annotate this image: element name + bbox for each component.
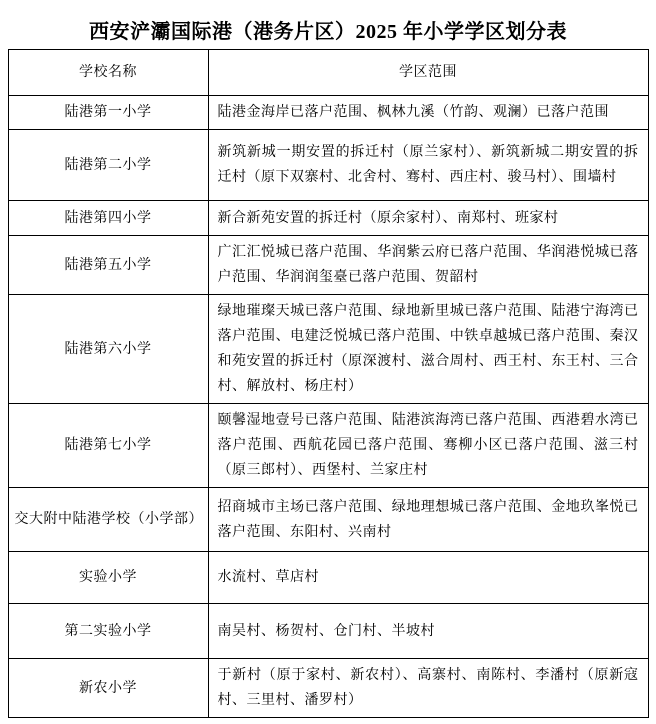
- school-district-table: [8, 49, 649, 718]
- school-name-cell: 陆港第一小学: [8, 96, 208, 130]
- district-scope-cell: 南吴村、杨贺村、仓门村、半坡村: [208, 604, 648, 659]
- table-row: [8, 552, 648, 604]
- district-scope-cell: 新筑新城一期安置的拆迁村（原兰家村）、新筑新城二期安置的拆迁村（原下双寨村、北舍村、骞村、西庄村、骏马村）、围墙村: [208, 130, 648, 201]
- school-name-cell: 交大附中陆港学校（小学部）: [8, 488, 208, 552]
- column-header-district-scope: 学区范围: [208, 50, 648, 96]
- header-row: [8, 50, 648, 96]
- school-name-cell: 陆港第六小学: [8, 295, 208, 404]
- table-row: [8, 201, 648, 236]
- table-row: [8, 295, 648, 404]
- school-name-cell: 陆港第四小学: [8, 201, 208, 236]
- table-row: [8, 130, 648, 201]
- table-row: [8, 488, 648, 552]
- district-scope-cell: 新合新苑安置的拆迁村（原余家村）、南郑村、班家村: [208, 201, 648, 236]
- district-scope-cell: 绿地璀璨天城已落户范围、绿地新里城已落户范围、陆港宁海湾已落户范围、电建泛悦城已落户范围、中铁卓越城已落户范围、秦汉和苑安置的拆迁村（原深渡村、滋合周村、西王村、东王村、三合村、解放村、杨庄村）: [208, 295, 648, 404]
- table-header: [8, 50, 648, 96]
- table-row: [8, 96, 648, 130]
- column-header-school-name: 学校名称: [8, 50, 208, 96]
- district-scope-cell: 陆港金海岸已落户范围、枫林九溪（竹韵、观澜）已落户范围: [208, 96, 648, 130]
- school-name-cell: 陆港第二小学: [8, 130, 208, 201]
- school-name-cell: 实验小学: [8, 552, 208, 604]
- table-row: [8, 404, 648, 488]
- table-row: [8, 659, 648, 718]
- page-title: 西安浐灞国际港（港务片区）2025 年小学学区划分表: [89, 21, 567, 43]
- school-name-cell: 第二实验小学: [8, 604, 208, 659]
- table-body: [8, 96, 648, 718]
- district-scope-cell: 招商城市主场已落户范围、绿地理想城已落户范围、金地玖峯悦已落户范围、东阳村、兴南村: [208, 488, 648, 552]
- school-name-cell: 新农小学: [8, 659, 208, 718]
- district-scope-cell: 广汇汇悦城已落户范围、华润紫云府已落户范围、华润港悦城已落户范围、华润润玺臺已落户范围、贺韶村: [208, 236, 648, 295]
- district-scope-cell: 水流村、草店村: [208, 552, 648, 604]
- table-row: [8, 604, 648, 659]
- table-row: [8, 236, 648, 295]
- school-name-cell: 陆港第七小学: [8, 404, 208, 488]
- school-name-cell: 陆港第五小学: [8, 236, 208, 295]
- district-scope-cell: 于新村（原于家村、新农村）、高寨村、南陈村、李潘村（原新寇村、三里村、潘罗村）: [208, 659, 648, 718]
- district-scope-cell: 颐馨湿地壹号已落户范围、陆港滨海湾已落户范围、西港碧水湾已落户范围、西航花园已落户范围、骞柳小区已落户范围、滋三村（原三郎村）、西堡村、兰家庄村: [208, 404, 648, 488]
